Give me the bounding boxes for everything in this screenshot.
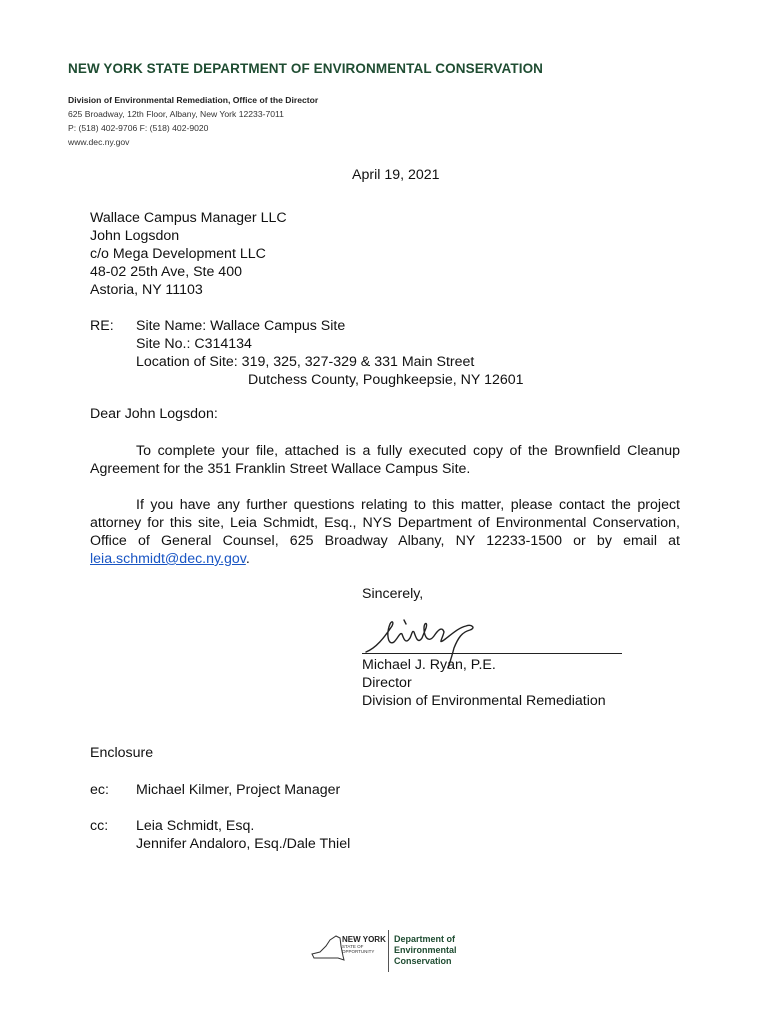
signer-name: Michael J. Ryan, P.E. (362, 657, 496, 673)
letter-date: April 19, 2021 (352, 167, 440, 183)
signer-division: Division of Environmental Remediation (362, 693, 606, 709)
re-site-number: Site No.: C314134 (136, 336, 252, 352)
logo-divider (388, 930, 389, 972)
paragraph-2 (90, 496, 680, 568)
re-site-name: Site Name: Wallace Campus Site (136, 318, 346, 334)
closing: Sincerely, (362, 586, 424, 602)
signature-line (362, 653, 622, 654)
recipient-city: Astoria, NY 11103 (90, 282, 203, 298)
agency-name: NEW YORK STATE DEPARTMENT OF ENVIRONMENTAL CONSERVATION (68, 61, 544, 76)
re-location: Location of Site: 319, 325, 327-329 & 331 Main Street (136, 354, 475, 370)
recipient-street: 48-02 25th Ave, Ste 400 (90, 264, 242, 280)
dept-line-1: Department of (394, 934, 456, 944)
paragraph-2-end: . (245, 551, 250, 567)
attorney-email-link[interactable]: leia.schmidt@dec.ny.gov (90, 551, 246, 567)
dec-footer-logo (310, 928, 480, 974)
ny-tagline-2: OPPORTUNITY (342, 949, 375, 954)
web-line: www.dec.ny.gov (68, 137, 130, 147)
dept-line-3: Conservation (394, 956, 452, 966)
paragraph-2-text: If you have any further questions relating to this matter, please contact the project attorney for this site, Leia Schmidt, Esq., NYS Department of Environmental Conservation, Office of General Counsel, 625 Broadway Albany, NY 12233-1500 or by email at (90, 497, 680, 549)
cc-recipient-1: Leia Schmidt, Esq. (136, 818, 255, 834)
ny-tagline-1: STATE OF (342, 944, 364, 949)
cc-label: cc: (90, 818, 109, 834)
recipient-care-of: c/o Mega Development LLC (90, 246, 266, 262)
cc-recipient-2: Jennifer Andaloro, Esq./Dale Thiel (136, 836, 351, 852)
salutation: Dear John Logsdon: (90, 406, 218, 422)
re-location-county: Dutchess County, Poughkeepsie, NY 12601 (248, 372, 524, 388)
ny-state-outline-icon (310, 932, 346, 962)
dept-line-2: Environmental (394, 945, 457, 955)
ec-recipient: Michael Kilmer, Project Manager (136, 782, 341, 798)
enclosure-note: Enclosure (90, 745, 154, 761)
recipient-company: Wallace Campus Manager LLC (90, 210, 287, 226)
recipient-name: John Logsdon (90, 228, 180, 244)
ny-wordmark: NEW YORK (342, 935, 386, 944)
ec-label: ec: (90, 782, 109, 798)
signer-title: Director (362, 675, 412, 691)
division-line: Division of Environmental Remediation, Office of the Director (68, 95, 319, 105)
paragraph-1: To complete your file, attached is a fully executed copy of the Brownfield Cleanup Agreement for the 351 Franklin Street Wallace Campus Site. (90, 443, 680, 477)
phone-line: P: (518) 402-9706 F: (518) 402-9020 (68, 123, 209, 133)
re-label: RE: (90, 318, 114, 334)
address-line: 625 Broadway, 12th Floor, Albany, New York 12233-7011 (68, 109, 284, 119)
